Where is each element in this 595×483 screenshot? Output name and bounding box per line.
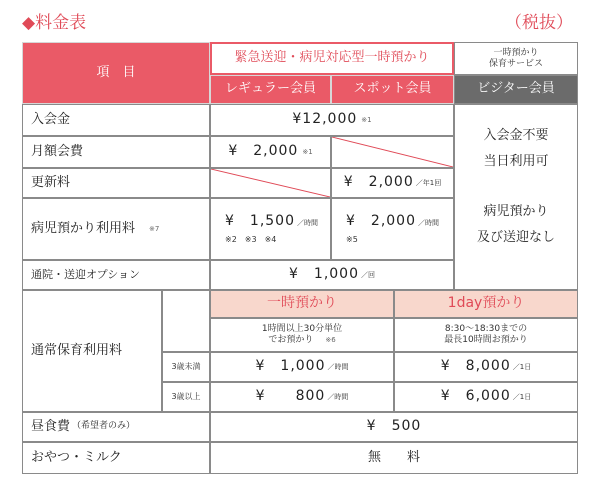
lunch-fee-value: ¥ 500 xyxy=(210,412,578,442)
regular-member-header xyxy=(210,75,331,104)
snack-value: 無 料 xyxy=(210,442,578,474)
option-label: 通院・送迎オプション xyxy=(22,260,210,290)
emergency-group-header xyxy=(210,42,454,75)
entry-fee-value: ¥12,000 ※1 xyxy=(210,104,454,136)
renewal-fee-regular-na xyxy=(210,168,331,198)
under-3-label: 3歳未満 xyxy=(162,352,210,382)
entry-fee-label: 入会金 xyxy=(22,104,210,136)
over-3-label: 3歳以上 xyxy=(162,382,210,412)
spot-member-label: スポット会員 xyxy=(353,81,432,97)
temp-care-header: 一時預かり xyxy=(210,290,394,318)
page-title: ◆料金表 xyxy=(22,13,87,33)
item-header-label: 項 目 xyxy=(96,64,136,80)
visitor-note-4: 及び送迎なし xyxy=(476,230,555,246)
monthly-fee-spot-na xyxy=(331,136,454,168)
price-table xyxy=(22,42,578,474)
renewal-fee-label: 更新料 xyxy=(22,168,210,198)
visitor-note-3: 病児預かり xyxy=(483,204,549,219)
lunch-fee-label: 昼食費 （希望者のみ） xyxy=(22,412,210,442)
temp-care-desc: 1時間以上30分単位 でお預かり ※6 xyxy=(210,318,394,352)
item-header xyxy=(22,42,210,104)
spot-member-header xyxy=(331,75,454,104)
sick-child-fee-regular: ¥ 1,500 ／時間 ※2 ※3 ※4 xyxy=(210,198,331,260)
over-3-temp-fee: ¥ 800 ／時間 xyxy=(210,382,394,412)
not-applicable-slash xyxy=(332,137,453,167)
visitor-group-header: 一時預かり 保育サービス xyxy=(454,42,578,75)
normal-care-blank xyxy=(162,290,210,352)
visitor-member-label: ビジター会員 xyxy=(477,81,555,97)
sick-child-fee-label: 病児預かり利用料 ※7 xyxy=(22,198,210,260)
normal-care-label: 通常保育利用料 xyxy=(22,290,162,412)
visitor-note-2: 当日利用可 xyxy=(483,153,549,169)
snack-label: おやつ・ミルク xyxy=(22,442,210,474)
visitor-member-header xyxy=(454,75,578,104)
visitor-notes xyxy=(454,104,578,290)
day-care-desc: 8:30〜18:30までの 最長10時間お預かり xyxy=(394,318,578,352)
visitor-note-1: 入会金不要 xyxy=(483,127,549,143)
monthly-fee-label: 月額会費 xyxy=(22,136,210,168)
emergency-group-label: 緊急送迎・病児対応型一時預かり xyxy=(234,50,430,66)
monthly-fee-regular: ¥ 2,000 ※1 xyxy=(210,136,331,168)
renewal-fee-spot: ¥ 2,000 ／年1回 xyxy=(331,168,454,198)
option-value: ¥ 1,000 ／回 xyxy=(210,260,454,290)
sick-child-fee-spot: ¥ 2,000 ／時間 ※5 xyxy=(331,198,454,260)
not-applicable-slash xyxy=(211,169,330,197)
under-3-temp-fee: ¥ 1,000 ／時間 xyxy=(210,352,394,382)
under-3-day-fee: ¥ 8,000 ／1日 xyxy=(394,352,578,382)
day-care-header: 1day預かり xyxy=(394,290,578,318)
regular-member-label: レギュラー会員 xyxy=(224,81,316,97)
over-3-day-fee: ¥ 6,000 ／1日 xyxy=(394,382,578,412)
tax-note: （税抜） xyxy=(505,13,573,33)
